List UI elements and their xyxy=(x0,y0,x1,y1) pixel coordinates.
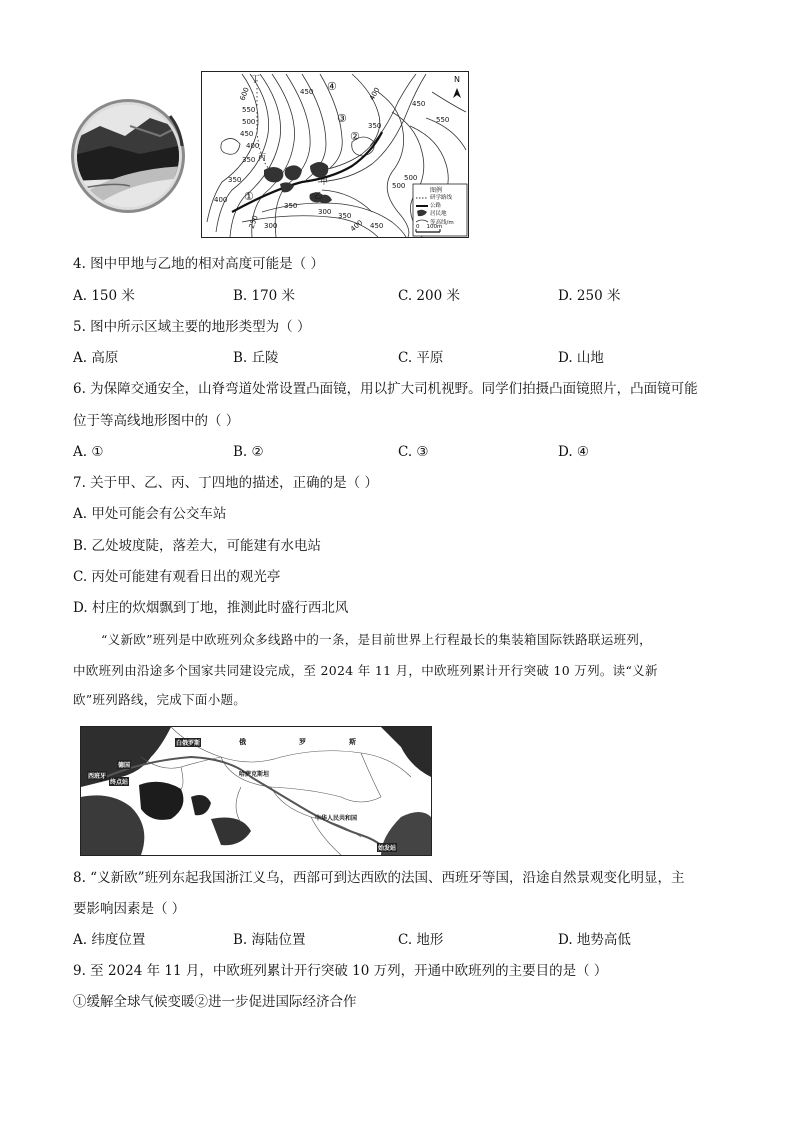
contour-label: 600 xyxy=(238,86,251,102)
q8-option-a: A. 纬度位置 xyxy=(73,932,146,948)
q6-option-a: A. ① xyxy=(73,444,104,460)
contour-label: 300 xyxy=(318,208,332,216)
q7-option-a: A. 甲处可能会有公交车站 xyxy=(73,506,227,522)
map-label-china: 中华人民共和国 xyxy=(315,815,358,822)
legend-item-settlement: 居民地 xyxy=(430,211,447,217)
question-9-stem: 9. 至 2024 年 11 月，中欧班列累计开行突破 10 万列，开通中欧班列的主要目的是（ ） xyxy=(73,963,608,979)
question-7-stem: 7. 关于甲、乙、丙、丁四地的描述，正确的是（ ） xyxy=(73,475,378,491)
question-5-stem: 5. 图中所示区域主要的地形类型为（ ） xyxy=(73,319,311,335)
contour-label: 400 xyxy=(367,86,382,102)
q4-option-c: C. 200 米 xyxy=(398,288,460,304)
q4-option-a: A. 150 米 xyxy=(73,288,135,304)
question-8-stem-line2: 要影响因素是（ ） xyxy=(73,901,186,917)
passage-line-2: 中欧班列由沿途多个国家共同建设完成，至 2024 年 11 月，中欧班列累计开行突破 10 万列。读“义新 xyxy=(73,663,658,678)
question-6-stem-line2: 位于等高线地形图中的（ ） xyxy=(73,413,240,429)
q5-option-b: B. 丘陵 xyxy=(233,350,279,366)
q8-option-b: B. 海陆位置 xyxy=(233,932,306,948)
contour-label: 450 xyxy=(300,88,314,96)
q6-option-d: D. ④ xyxy=(558,444,590,460)
legend-item-road: 公路 xyxy=(430,203,442,209)
q5-option-a: A. 高原 xyxy=(73,350,119,366)
contour-label: 450 xyxy=(370,222,384,230)
contour-label: 550 xyxy=(436,116,450,124)
q7-option-b: B. 乙处坡度陡，落差大，可能建有水电站 xyxy=(73,538,322,554)
contour-map xyxy=(201,71,469,238)
map-label-spain: 西班牙 xyxy=(88,773,107,780)
legend-item-route: 研学路线 xyxy=(430,195,453,201)
contour-label: 350 xyxy=(368,122,382,130)
legend-item-contour: 等高线/m xyxy=(430,220,454,226)
map-label-kazakhstan: 哈萨克斯坦 xyxy=(239,771,270,778)
contour-label: 300 xyxy=(264,222,278,230)
passage-line-3: 欧”班列路线，完成下面小题。 xyxy=(73,692,247,707)
map-label-terminus: 终点站 xyxy=(110,779,129,786)
passage-line-1: “义新欧”班列是中欧班列众多线路中的一条，是目前世界上行程最长的集装箱国际铁路联运班列， xyxy=(101,632,652,647)
contour-label: 500 xyxy=(242,118,256,126)
circled-label-4: ④ xyxy=(327,80,337,93)
q6-option-b: B. ② xyxy=(233,444,264,460)
compass-n-label: N xyxy=(454,75,460,84)
legend-scale: 0 100m xyxy=(416,224,443,230)
map-label-origin: 始发站 xyxy=(378,845,397,852)
question-6-stem-line1: 6. 为保障交通安全，山脊弯道处常设置凸面镜，用以扩大司机视野。同学们拍摄凸面镜照片，凸面镜可能 xyxy=(73,381,698,397)
contour-label: 350 xyxy=(338,212,352,220)
q5-option-c: C. 平原 xyxy=(398,350,444,366)
map-label-e: 俄 xyxy=(239,738,246,746)
q6-option-c: C. ③ xyxy=(398,444,429,460)
point-label-yi: 乙 xyxy=(314,191,322,200)
railway-route-map xyxy=(80,726,432,856)
contour-label: 400 xyxy=(214,196,228,204)
q4-option-b: B. 170 米 xyxy=(233,288,296,304)
circled-label-3: ③ xyxy=(337,112,347,125)
contour-label: 250 xyxy=(247,214,260,230)
map-label-belarus: 白俄罗斯 xyxy=(176,740,201,747)
circled-label-1: ① xyxy=(244,190,254,203)
map-label-luo: 罗 xyxy=(299,738,306,746)
contour-label: 400 xyxy=(246,142,260,150)
question-8-stem-line1: 8. “义新欧”班列东起我国浙江义乌，西部可到达西欧的法国、西班牙等国，沿途自然景观变化明显，主 xyxy=(73,870,685,886)
point-label-ding: 丁 xyxy=(251,75,261,85)
q8-option-d: D. 地势高低 xyxy=(558,932,631,948)
circled-label-2: ② xyxy=(350,130,360,143)
contour-label: 350 xyxy=(242,156,256,164)
contour-label: 450 xyxy=(240,130,254,138)
contour-label: 350 xyxy=(228,176,242,184)
q8-option-c: C. 地形 xyxy=(398,932,444,948)
q5-option-d: D. 山地 xyxy=(558,350,604,366)
contour-label: 550 xyxy=(242,106,256,114)
contour-label: 400 xyxy=(348,218,365,234)
question-9-items: ①缓解全球气候变暖②进一步促进国际经济合作 xyxy=(73,994,357,1010)
contour-label: 350 xyxy=(284,202,298,210)
convex-mirror-photo xyxy=(70,96,188,216)
point-label-jia: 甲 xyxy=(320,177,328,186)
map-label-germany: 德国 xyxy=(118,762,131,769)
q7-option-c: C. 丙处可能建有观看日出的观光亭 xyxy=(73,569,281,585)
point-label-bing: 丙 xyxy=(258,153,266,162)
contour-label: 500 xyxy=(392,182,406,190)
legend-title: 图例 xyxy=(430,187,443,194)
q4-option-d: D. 250 米 xyxy=(558,288,621,304)
q7-option-d: D. 村庄的炊烟飘到丁地，推测此时盛行西北风 xyxy=(73,600,349,616)
contour-label: 500 xyxy=(404,174,418,182)
question-4-stem: 4. 图中甲地与乙地的相对高度可能是（ ） xyxy=(73,256,324,272)
map-label-si: 斯 xyxy=(349,738,356,746)
contour-label: 450 xyxy=(412,100,426,108)
